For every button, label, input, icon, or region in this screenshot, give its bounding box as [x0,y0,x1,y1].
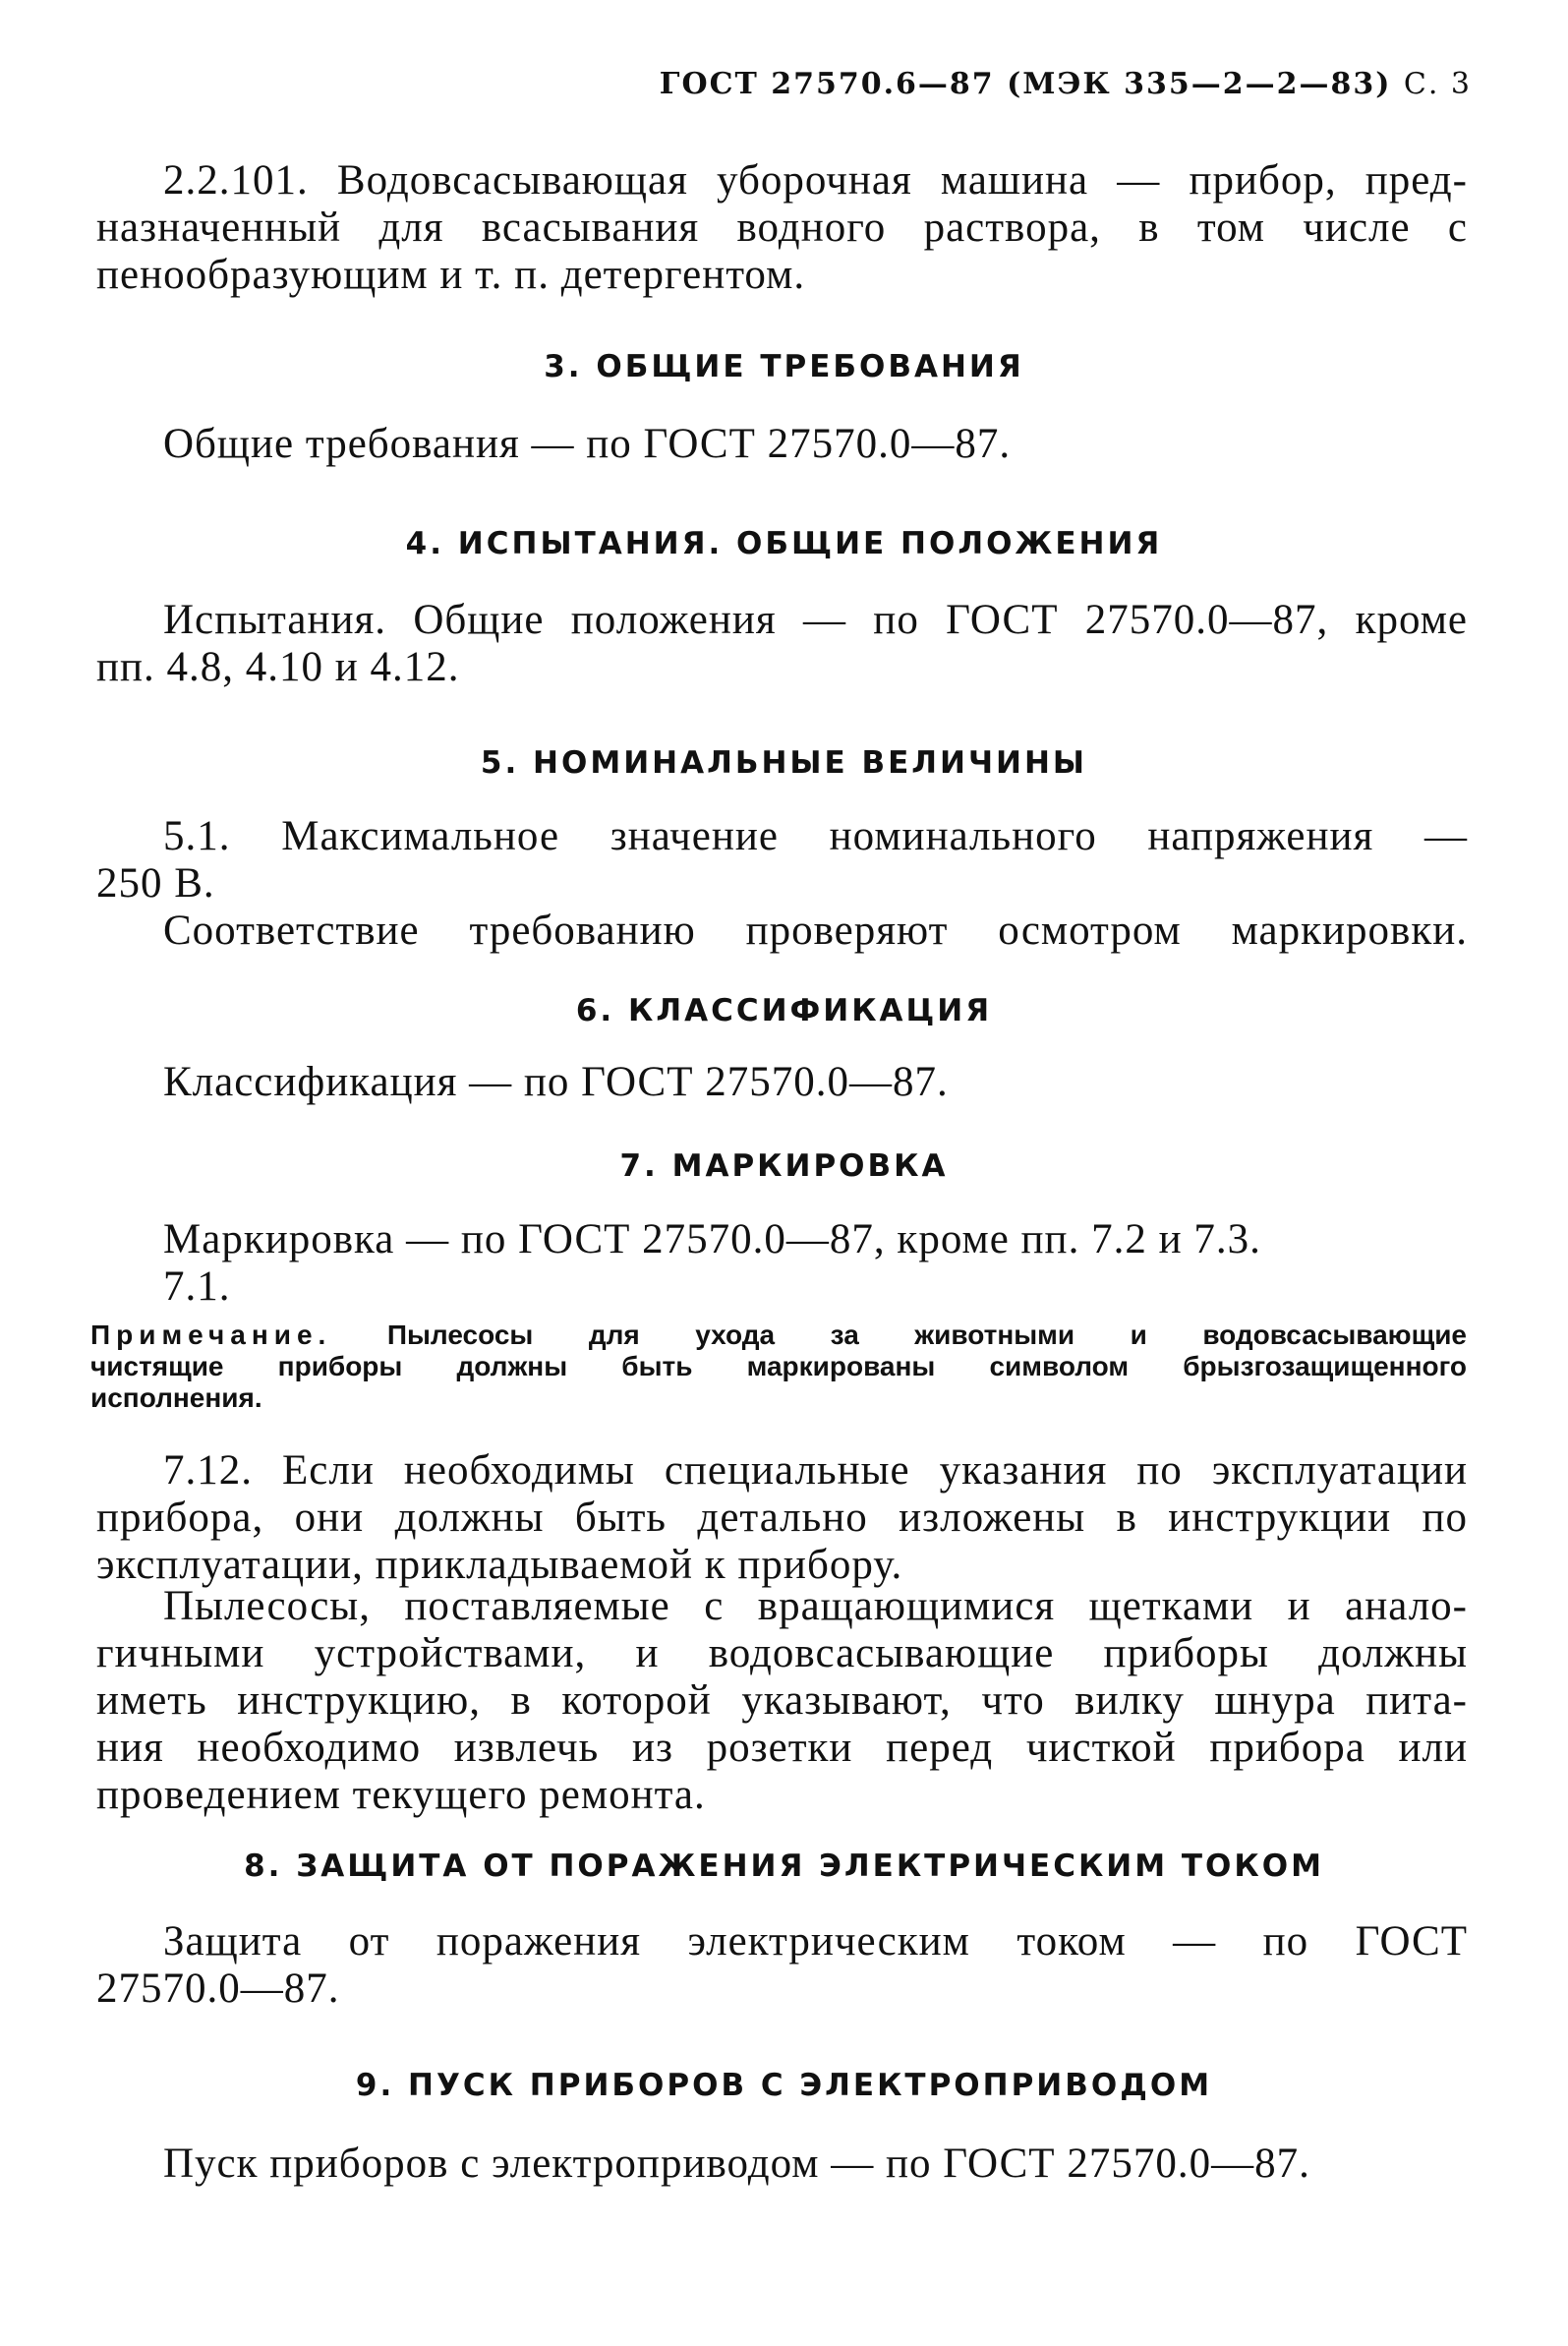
paragraph-line: ния необходимо извлечь из розетки перед чисткой прибора или [96,1725,1468,1771]
paragraph-line: Пылесосы, поставляемые с вращающимися щетками и анало- [163,1583,1468,1629]
clause-7-12 [96,1447,1468,1589]
section-6-text [96,1059,1468,1106]
standard-title: ГОСТ 27570.6—87 (МЭК 335—2—2—83) [659,67,1392,101]
paragraph-line: 2.2.101. Водовсасывающая уборочная машина — прибор, пред- [163,157,1468,204]
paragraph-line: Пуск приборов с электроприводом — по ГОСТ 27570.0—87. [163,2141,1310,2187]
note-line: чистящие приборы должны быть маркированы символом брызгозащищенного [90,1351,1467,1381]
page-number: С. 3 [1403,67,1472,101]
section-heading-7: 7. МАРКИРОВКА [619,1148,949,1184]
paragraph-line: гичными устройствами, и водовсасывающие приборы должны [96,1630,1468,1676]
section-9-text [96,2141,1468,2188]
paragraph-line: пенообразующим и т. п. детергентом. [96,252,806,298]
paragraph-line: прибора, они должны быть детально изложены в инструкции по [96,1495,1468,1541]
paragraph-line: Классификация — по ГОСТ 27570.0—87. [163,1059,949,1105]
paragraph-line: проведением текущего ремонта. [96,1772,706,1818]
section-heading-4: 4. ИСПЫТАНИЯ. ОБЩИЕ ПОЛОЖЕНИЯ [405,526,1163,561]
section-heading-5: 5. НОМИНАЛЬНЫЕ ВЕЛИЧИНЫ [480,745,1088,781]
paragraph-line: Испытания. Общие положения — по ГОСТ 27570.0—87, кроме [163,597,1468,643]
paragraph-line: Общие требования — по ГОСТ 27570.0—87. [163,421,1012,467]
paragraph-line: 27570.0—87. [96,1965,340,2012]
note-label: Примечание. [90,1320,332,1350]
paragraph-line: назначенный для всасывания водного раствора, в том числе с [96,205,1468,251]
section-7-intro [96,1216,1468,1311]
note-text: Пылесосы для ухода за животными и водовсасывающие [386,1320,1468,1350]
paragraph-line: иметь инструкцию, в которой указывают, что вилку шнура пита- [96,1677,1468,1724]
clause-2-2-101 [96,157,1468,299]
note-line [90,1320,1467,1351]
section-3-text [96,421,1468,468]
paragraph-line: 250 В. [96,860,215,907]
section-heading-8: 8. ЗАЩИТА ОТ ПОРАЖЕНИЯ ЭЛЕКТРИЧЕСКИМ ТОКОМ [244,1848,1324,1884]
paragraph-line: эксплуатации, прикладываемой к прибору. [96,1542,903,1588]
section-5-text [96,813,1468,955]
note-block [90,1320,1467,1414]
clause-7-12-paragraph-2 [96,1583,1468,1819]
paragraph-line: Соответствие требованию проверяют осмотром маркировки. [163,908,1468,954]
paragraph-line: Защита от поражения электрическим током — по ГОСТ [163,1918,1468,1965]
paragraph-line: Маркировка — по ГОСТ 27570.0—87, кроме пп. 7.2 и 7.3. [163,1216,1261,1262]
section-heading-6: 6. КЛАССИФИКАЦИЯ [575,993,993,1028]
section-heading-3: 3. ОБЩИЕ ТРЕБОВАНИЯ [544,349,1024,384]
paragraph-line: пп. 4.8, 4.10 и 4.12. [96,644,460,690]
section-8-text [96,1918,1468,2013]
paragraph-line: 7.12. Если необходимы специальные указания по эксплуатации [163,1447,1468,1494]
section-heading-9: 9. ПУСК ПРИБОРОВ С ЭЛЕКТРОПРИВОДОМ [355,2068,1213,2103]
page-header [660,67,1472,101]
section-4-text [96,597,1468,691]
clause-number: 7.1. [163,1263,231,1310]
paragraph-line: 5.1. Максимальное значение номинального напряжения — [163,813,1468,859]
note-line: исполнения. [90,1382,262,1413]
